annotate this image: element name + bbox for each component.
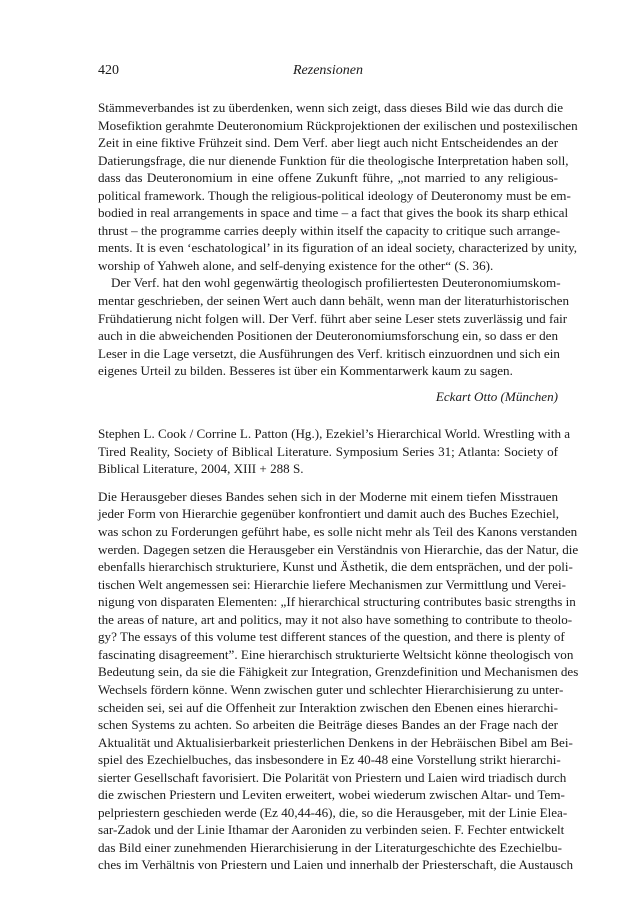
text-line: Die Herausgeber dieses Bandes sehen sich in der Moderne mit einem tiefen Misstrauen <box>98 488 558 504</box>
running-header <box>98 63 558 83</box>
text-line: tischen Welt angemessen sei: Hierarchie liefere Mechanismen zur Vermittlung und Verei- <box>98 576 566 592</box>
text-line: Tired Reality, Society of Biblical Literature. Symposium Series 31; Atlanta: Society of <box>98 443 558 459</box>
text-line: gy? The essays of this volume test different stances of the question, and there is plenty of <box>98 629 565 645</box>
text-line: Aktualität und Aktualisierbarkeit priesterlichen Denkens in der Hebräischen Bibel am Bei- <box>98 734 573 750</box>
text-line: jeder Form von Hierarchie gegenüber konfrontiert und damit auch des Buches Ezechiel, <box>98 506 560 522</box>
bibliographic-entry <box>98 425 571 478</box>
text-line: dass das Deuteronomium in eine offene Zukunft führe, „not married to any religious- <box>98 170 558 186</box>
text-line: ments. It is even ‘eschatological’ in its figuration of an ideal society, characterized by unity, <box>98 240 578 256</box>
text-line: was schon zu Forderungen geführt habe, es solle nicht mehr als Teil des Kanons verstanden <box>98 524 578 540</box>
text-line: ches im Verhältnis von Priestern und Laien und innerhalb der Priesterschaft, die Austausch <box>98 857 574 873</box>
text-line: political framework. Though the religious-political ideology of Deuteronomy must be em- <box>98 187 571 203</box>
text-line: scheiden sei, sei auf die Offenheit zur Interaktion zwischen den Ebenen eines hierarchi- <box>98 699 558 715</box>
text-line: Der Verf. hat den wohl gegenwärtig theologisch profiliertesten Deuteronomiumskom- <box>111 275 561 291</box>
text-line: sierter Gesellschaft favorisiert. Die Polarität von Priestern und Laien wird triadisch durch <box>98 769 567 785</box>
text-line: thrust – the programme carries deeply within itself the capacity to critique such arrange- <box>98 222 561 238</box>
text-line: werden. Dagegen setzen die Herausgeber ein Verständnis von Hierarchie, das der Natur, die <box>98 541 579 557</box>
text-line: Biblical Literature, 2004, XIII + 288 S. <box>98 461 304 477</box>
text-line: auch in die abweichenden Positionen der Deuteronomiumsforschung ein, so dass er den <box>98 328 558 344</box>
document-page <box>98 63 579 874</box>
text-line: bodied in real arrangements in space and time – a fact that gives the book its sharp ethical <box>98 205 569 221</box>
text-line: spiel des Ezechielbuches, das insbesondere in Ez 40-48 eine Vorstellung strikt hierarchi- <box>98 752 561 768</box>
text-line: schen Systems zu achten. So arbeiten die Beiträge dieses Bandes an der Frage nach der <box>98 717 558 733</box>
text-line: Stämmeverbandes ist zu überdenken, wenn sich zeigt, dass dieses Bild wie das durch die <box>98 100 564 115</box>
text-line: Leser in die Lage versetzt, die Ausführungen des Verf. kritisch einzuordnen und sich ein <box>98 345 560 361</box>
text-line: Wechsels fördern könne. Wenn zwischen guter und schlechter Hierarchisierung zu unter- <box>98 681 564 697</box>
text-line: Zeit in eine fiktive Frühzeit sind. Dem Verf. aber liegt auch nicht Entscheidendes an der <box>98 135 559 151</box>
page-number: 420 <box>98 63 119 78</box>
text-line: das Bild einer zunehmenden Hierarchisierung in der Literaturgeschichte des Ezechielbu- <box>98 839 563 855</box>
text-line: sar-Zadok und der Linie Ithamar der Aaroniden zu verbinden seien. F. Fechter entwickelt <box>98 822 565 838</box>
text-line: Stephen L. Cook / Corrine L. Patton (Hg.), Ezekiel’s Hierarchical World. Wrestling with a <box>98 426 571 442</box>
text-line: pelpriestern geschieden werde (Ez 40,44-46), die, so die Herausgeber, mit der Linie Elea- <box>98 804 568 820</box>
text-line: the areas of nature, art and politics, may it not also have something to contribute to theolo- <box>98 611 573 627</box>
text-line: nigung von disparaten Elementen: „If hierarchical structuring contributes basic strengths in <box>98 594 576 610</box>
text-line: fascinating disagreement”. Eine hierarchisch strukturierte Weltsicht könne theologisch von <box>98 646 574 662</box>
text-line: Frühdatierung nicht folgen will. Der Verf. führt aber seine Leser stets zuverlässig und fair <box>98 310 568 326</box>
text-line: worship of Yahweh alone, and self-denying existence for the other“ (S. 36). <box>98 257 494 273</box>
paragraph <box>98 274 569 379</box>
review-body <box>98 488 579 874</box>
text-line: Bedeutung sein, da sie die Fähigkeit zur Integration, Grenzdefinition und Mechanismen des <box>98 664 579 680</box>
reviewer-signature: Eckart Otto (München) <box>435 388 558 404</box>
text-line: die zwischen Priestern und Leviten erweitert, wobei wiederum zwischen Altar- und Tem- <box>98 787 565 803</box>
text-line: Mosefiktion gerahmte Deuteronomium Rückprojektionen der exilischen und postexilischen <box>98 117 578 133</box>
text-line: eigenes Urteil zu bilden. Besseres ist über ein Kommentarwerk kaum zu sagen. <box>98 363 513 379</box>
section-title: Rezensionen <box>293 63 363 78</box>
text-line: mentar geschrieben, der seinen Wert auch dann behält, wenn man der literaturhistorischen <box>98 293 569 309</box>
text-line: ebenfalls hierarchisch strukturiere, Kunst und Ästhetik, die dem entsprächen, und der poli- <box>98 559 573 575</box>
paragraph <box>98 99 578 274</box>
text-line: Datierungsfrage, die nur dienende Funktion für die theologische Interpretation haben soll, <box>98 152 569 168</box>
review-continuation <box>98 99 578 380</box>
